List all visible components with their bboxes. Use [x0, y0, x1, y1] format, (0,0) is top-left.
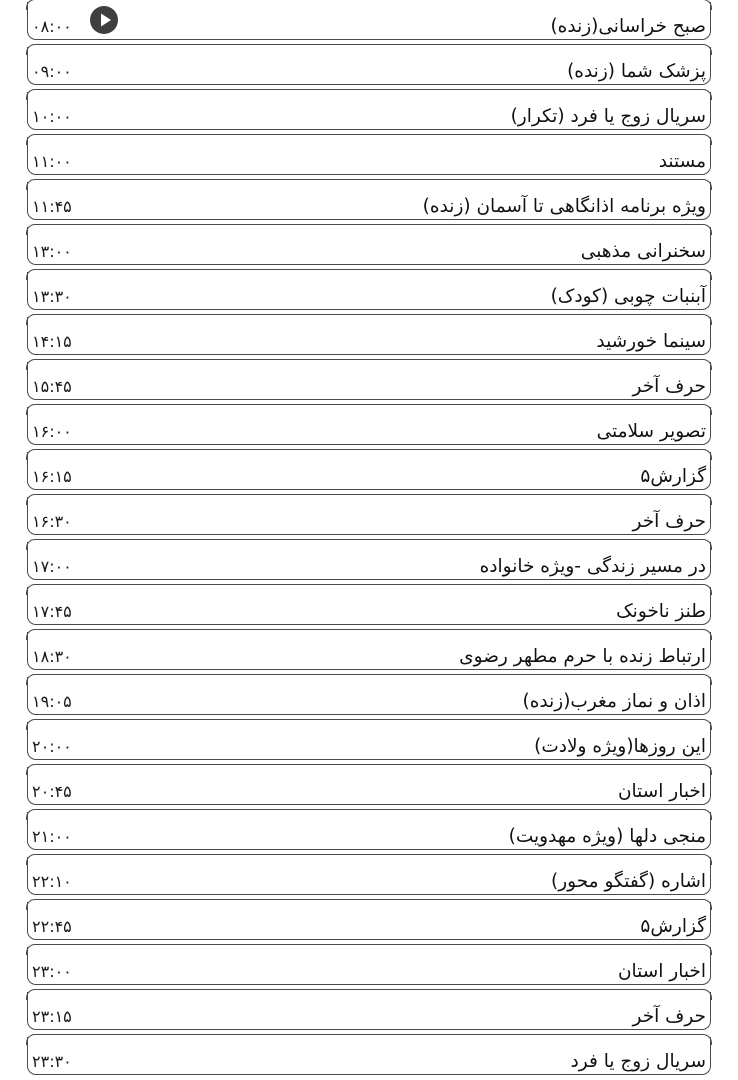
program-title: ارتباط زنده با حرم مطهر رضوی	[459, 646, 706, 667]
program-time: ۱۸:۳۰	[32, 647, 72, 666]
play-icon	[90, 6, 118, 34]
program-time: ۰۸:۰۰	[32, 17, 72, 36]
program-row[interactable]	[27, 767, 711, 805]
program-row[interactable]	[27, 137, 711, 175]
program-time: ۱۳:۰۰	[32, 242, 72, 261]
program-row[interactable]	[27, 227, 711, 265]
program-row[interactable]	[27, 632, 711, 670]
program-row[interactable]	[27, 587, 711, 625]
program-time: ۱۷:۰۰	[32, 557, 72, 576]
program-time: ۱۶:۱۵	[32, 467, 72, 486]
program-row[interactable]	[27, 542, 711, 580]
program-time: ۲۲:۴۵	[32, 917, 72, 936]
program-row[interactable]	[27, 497, 711, 535]
program-title: طنز ناخونک	[616, 601, 706, 622]
program-title: صبح خراسانی(زنده)	[550, 16, 706, 37]
program-row[interactable]	[27, 407, 711, 445]
program-row[interactable]	[27, 362, 711, 400]
program-time: ۲۳:۳۰	[32, 1052, 72, 1071]
program-time: ۰۹:۰۰	[32, 62, 72, 81]
program-time: ۱۴:۱۵	[32, 332, 72, 351]
program-row[interactable]	[27, 902, 711, 940]
program-time: ۱۱:۰۰	[32, 152, 72, 171]
program-title: این روزها(ویژه ولادت)	[534, 736, 706, 757]
program-time: ۱۶:۰۰	[32, 422, 72, 441]
program-title: اخبار استان	[617, 961, 706, 982]
program-title: حرف آخر	[632, 511, 706, 532]
program-title: سریال زوج یا فرد	[570, 1051, 706, 1072]
program-row[interactable]	[27, 992, 711, 1030]
program-title: تصویر سلامتی	[596, 421, 706, 442]
program-time: ۲۳:۰۰	[32, 962, 72, 981]
program-time: ۲۲:۱۰	[32, 872, 72, 891]
program-title: سینما خورشید	[596, 331, 706, 352]
program-row[interactable]	[27, 272, 711, 310]
program-title: سخنرانی مذهبی	[580, 241, 706, 262]
program-title: در مسیر زندگی -ویژه خانواده	[479, 556, 706, 577]
program-title: اخبار استان	[617, 781, 706, 802]
program-time: ۱۰:۰۰	[32, 107, 72, 126]
program-time: ۱۶:۳۰	[32, 512, 72, 531]
play-button[interactable]	[90, 6, 118, 34]
program-title: اشاره (گفتگو محور)	[551, 871, 706, 892]
program-title: منجی دلها (ویژه مهدویت)	[508, 826, 706, 847]
program-title: حرف آخر	[632, 1006, 706, 1027]
program-time: ۱۱:۴۵	[32, 197, 72, 216]
program-row[interactable]	[27, 677, 711, 715]
program-title: پزشک شما (زنده)	[567, 61, 706, 82]
program-row[interactable]	[27, 182, 711, 220]
program-title: سریال زوج یا فرد (تکرار)	[510, 106, 706, 127]
program-row[interactable]	[27, 857, 711, 895]
program-title: مستند	[658, 151, 706, 172]
program-time: ۲۰:۴۵	[32, 782, 72, 801]
program-row[interactable]	[27, 47, 711, 85]
program-row[interactable]	[27, 812, 711, 850]
program-title: گزارش۵	[640, 916, 706, 937]
program-row[interactable]	[27, 722, 711, 760]
program-row[interactable]	[27, 1037, 711, 1075]
program-title: گزارش۵	[640, 466, 706, 487]
program-time: ۲۰:۰۰	[32, 737, 72, 756]
program-row[interactable]	[27, 317, 711, 355]
program-time: ۱۵:۴۵	[32, 377, 72, 396]
program-title: ویژه برنامه اذانگاهی تا آسمان (زنده)	[422, 196, 706, 217]
program-row[interactable]	[27, 2, 711, 40]
program-time: ۱۹:۰۵	[32, 692, 72, 711]
program-title: حرف آخر	[632, 376, 706, 397]
program-title: آبنبات چوبی (کودک)	[550, 286, 706, 307]
program-row[interactable]	[27, 947, 711, 985]
program-time: ۲۱:۰۰	[32, 827, 72, 846]
program-row[interactable]	[27, 92, 711, 130]
program-time: ۱۷:۴۵	[32, 602, 72, 621]
program-time: ۱۳:۳۰	[32, 287, 72, 306]
program-time: ۲۳:۱۵	[32, 1007, 72, 1026]
program-row[interactable]	[27, 452, 711, 490]
program-title: اذان و نماز مغرب(زنده)	[522, 691, 706, 712]
